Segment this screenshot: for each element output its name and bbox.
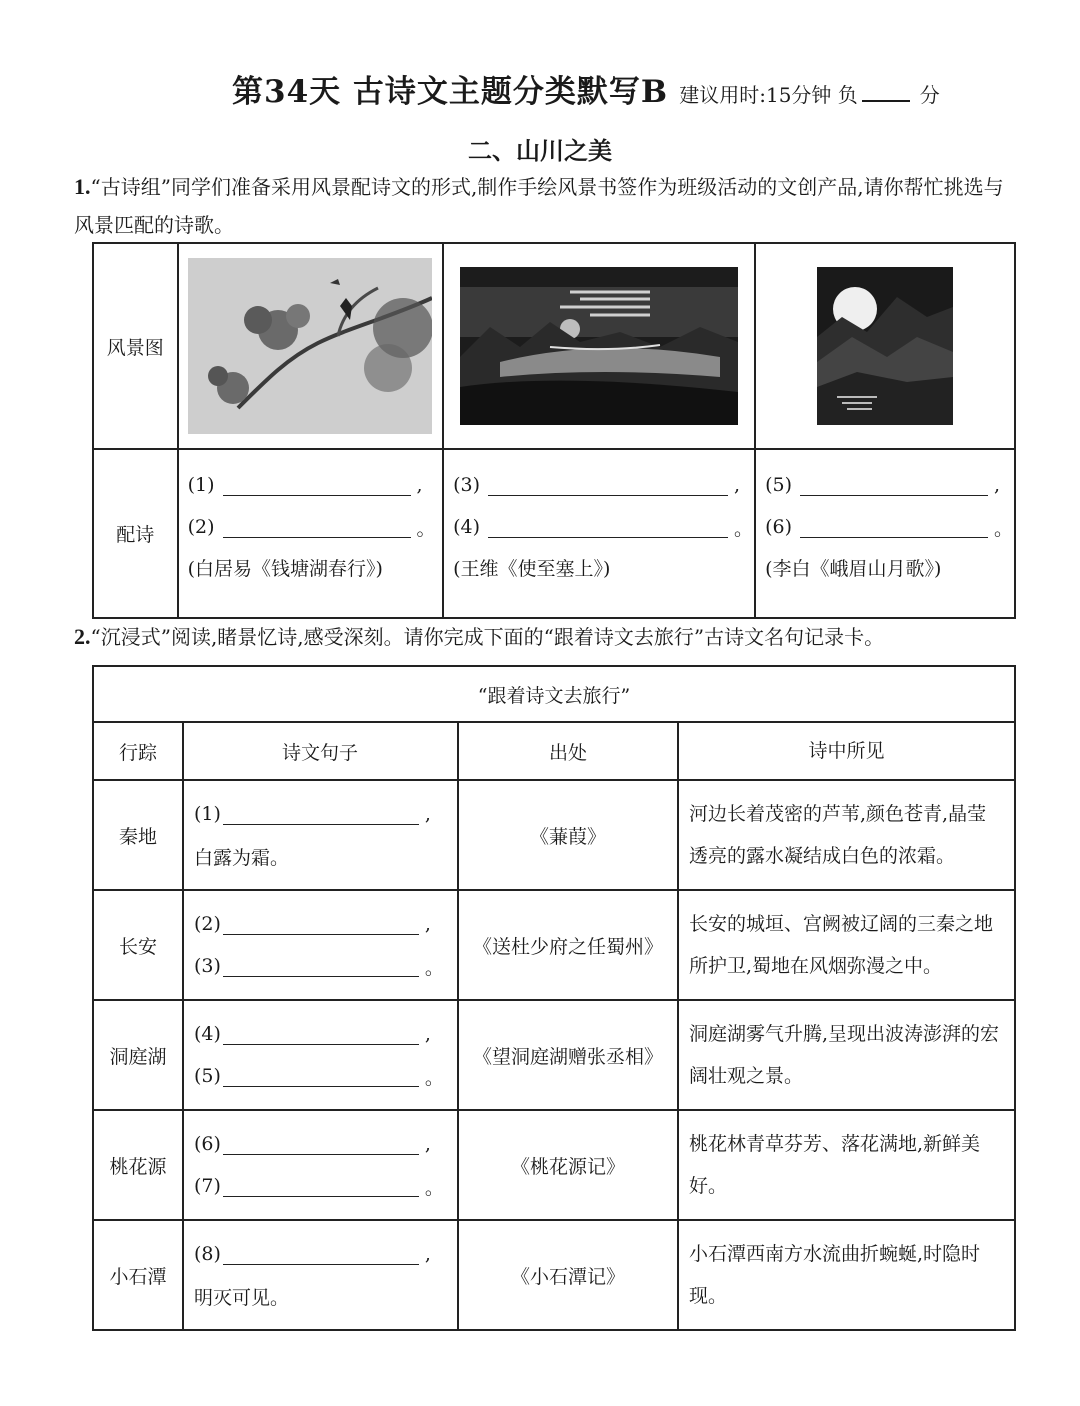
answer-blank[interactable] [488, 475, 728, 496]
poem-source: (李白《峨眉山月歌》) [765, 558, 942, 580]
col-header: 行踪 [93, 722, 183, 780]
sentence-line [194, 1233, 456, 1275]
scene-image-1 [178, 243, 444, 449]
poem-line [445, 464, 753, 506]
table-row [93, 1000, 1015, 1110]
table-row [93, 1110, 1015, 1220]
punct: , [734, 474, 741, 496]
col-header: 诗文句子 [183, 722, 458, 780]
poem-line [757, 464, 1013, 506]
sentence-cell [183, 780, 458, 890]
sentence-cell [183, 1110, 458, 1220]
punct: 。 [734, 517, 754, 540]
blank-number: (4) [453, 516, 481, 538]
source: 《送杜少府之任蜀州》 [458, 890, 678, 1000]
punct: 。 [424, 956, 444, 979]
sentence-line [194, 1275, 456, 1317]
poem-source: (王维《使至塞上》) [453, 558, 611, 580]
answer-blank[interactable] [800, 517, 988, 538]
poem-cell-1 [178, 449, 444, 618]
desert-sunset-image [460, 267, 738, 425]
table-row [93, 780, 1015, 890]
mountain-moon-image [817, 267, 953, 425]
punct: 。 [416, 517, 436, 540]
sentence-line [194, 1013, 456, 1055]
sentence-line [194, 835, 456, 877]
place: 秦地 [93, 780, 183, 890]
question-1-text: “古诗组”同学们准备采用风景配诗文的形式,制作手绘风景书签作为班级活动的文创产品,请你帮忙挑选与风景匹配的诗歌。 [74, 175, 1004, 237]
source: 《桃花源记》 [458, 1110, 678, 1220]
blank-number: (3) [194, 955, 221, 977]
punct: , [416, 474, 423, 496]
sentence-line [194, 1165, 456, 1207]
blank-number: (5) [765, 474, 792, 496]
place: 洞庭湖 [93, 1000, 183, 1110]
punct: , [424, 1133, 431, 1155]
question-1 [74, 168, 1018, 244]
blank-number: (7) [194, 1175, 221, 1197]
blank-number: (8) [194, 1243, 221, 1265]
punct: , [424, 1243, 431, 1265]
answer-blank[interactable] [488, 517, 728, 538]
page-header [232, 66, 940, 111]
page-title: 第34天 古诗文主题分类默写B [232, 74, 669, 110]
answer-blank[interactable] [223, 1066, 419, 1087]
sentence-line [194, 903, 456, 945]
time-hint: 建议用时:15分钟 负 [679, 83, 858, 107]
poem-cell-2 [443, 449, 755, 618]
branch-bird-image [188, 258, 432, 434]
sentence-line [194, 1123, 456, 1165]
answer-blank[interactable] [223, 1024, 419, 1045]
answer-blank[interactable] [223, 517, 411, 538]
punct: , [424, 913, 431, 935]
poem-line [180, 506, 442, 548]
question-2-number: 2. [74, 624, 91, 649]
row-label-poem: 配诗 [93, 449, 178, 618]
sentence-cell [183, 1220, 458, 1330]
blank-number: (2) [194, 913, 221, 935]
source: 《小石潭记》 [458, 1220, 678, 1330]
sentence-cell [183, 1000, 458, 1110]
punct: 。 [424, 1066, 444, 1089]
table-row [93, 1220, 1015, 1330]
scene-poem-table [92, 242, 1016, 619]
sentence-text: 白露为霜。 [194, 846, 290, 869]
source: 《蒹葭》 [458, 780, 678, 890]
seen: 洞庭湖雾气升腾,呈现出波涛澎湃的宏阔壮观之景。 [678, 1000, 1015, 1110]
poem-cell-3 [755, 449, 1015, 618]
table-title: “跟着诗文去旅行” [93, 666, 1015, 722]
place: 长安 [93, 890, 183, 1000]
sentence-line [194, 1055, 456, 1097]
punct: 。 [993, 517, 1013, 540]
blank-number: (1) [194, 803, 221, 825]
scene-image-3 [755, 243, 1015, 449]
blank-number: (5) [194, 1065, 221, 1087]
punct: , [424, 803, 431, 825]
answer-blank[interactable] [223, 1244, 419, 1265]
answer-blank[interactable] [223, 804, 419, 825]
punct: , [424, 1023, 431, 1045]
col-header: 诗中所见 [678, 722, 1015, 780]
travel-record-table [92, 665, 1016, 1331]
question-2 [74, 618, 1018, 656]
sentence-line [194, 793, 456, 835]
seen: 桃花林青草芬芳、落花满地,新鲜美好。 [678, 1110, 1015, 1220]
answer-blank[interactable] [223, 956, 419, 977]
table-row [93, 890, 1015, 1000]
answer-blank[interactable] [223, 914, 419, 935]
blank-number: (6) [194, 1133, 221, 1155]
source: 《望洞庭湖赠张丞相》 [458, 1000, 678, 1110]
section-title: 二、山川之美 [468, 136, 612, 165]
sentence-text: 明灭可见。 [194, 1286, 290, 1309]
place: 桃花源 [93, 1110, 183, 1220]
place: 小石潭 [93, 1220, 183, 1330]
punct: , [993, 474, 1001, 496]
answer-blank[interactable] [800, 475, 988, 496]
scene-image-2 [443, 243, 755, 449]
seen: 河边长着茂密的芦苇,颜色苍青,晶莹透亮的露水凝结成白色的浓霜。 [678, 780, 1015, 890]
poem-line [757, 506, 1013, 548]
seen: 长安的城垣、宫阙被辽阔的三秦之地所护卫,蜀地在风烟弥漫之中。 [678, 890, 1015, 1000]
answer-blank[interactable] [223, 475, 411, 496]
row-label-scene: 风景图 [93, 243, 178, 449]
poem-source: (白居易《钱塘湖春行》) [187, 558, 383, 580]
answer-blank[interactable] [223, 1176, 419, 1197]
score-suffix: 分 [919, 83, 940, 107]
blank-number: (2) [187, 516, 215, 538]
col-header: 出处 [458, 722, 678, 780]
sentence-line [194, 945, 456, 987]
seen: 小石潭西南方水流曲折蜿蜒,时隐时现。 [678, 1220, 1015, 1330]
question-2-text: “沉浸式”阅读,睹景忆诗,感受深刻。请你完成下面的“跟着诗文去旅行”古诗文名句记录卡。 [90, 625, 885, 649]
answer-blank[interactable] [223, 1134, 419, 1155]
blank-number: (1) [187, 474, 215, 496]
punct: 。 [424, 1176, 444, 1199]
score-blank[interactable] [862, 82, 910, 102]
poem-line [180, 464, 442, 506]
blank-number: (4) [194, 1023, 221, 1045]
blank-number: (3) [453, 474, 481, 496]
blank-number: (6) [765, 516, 792, 538]
sentence-cell [183, 890, 458, 1000]
poem-line [445, 506, 753, 548]
question-1-number: 1. [74, 174, 91, 199]
